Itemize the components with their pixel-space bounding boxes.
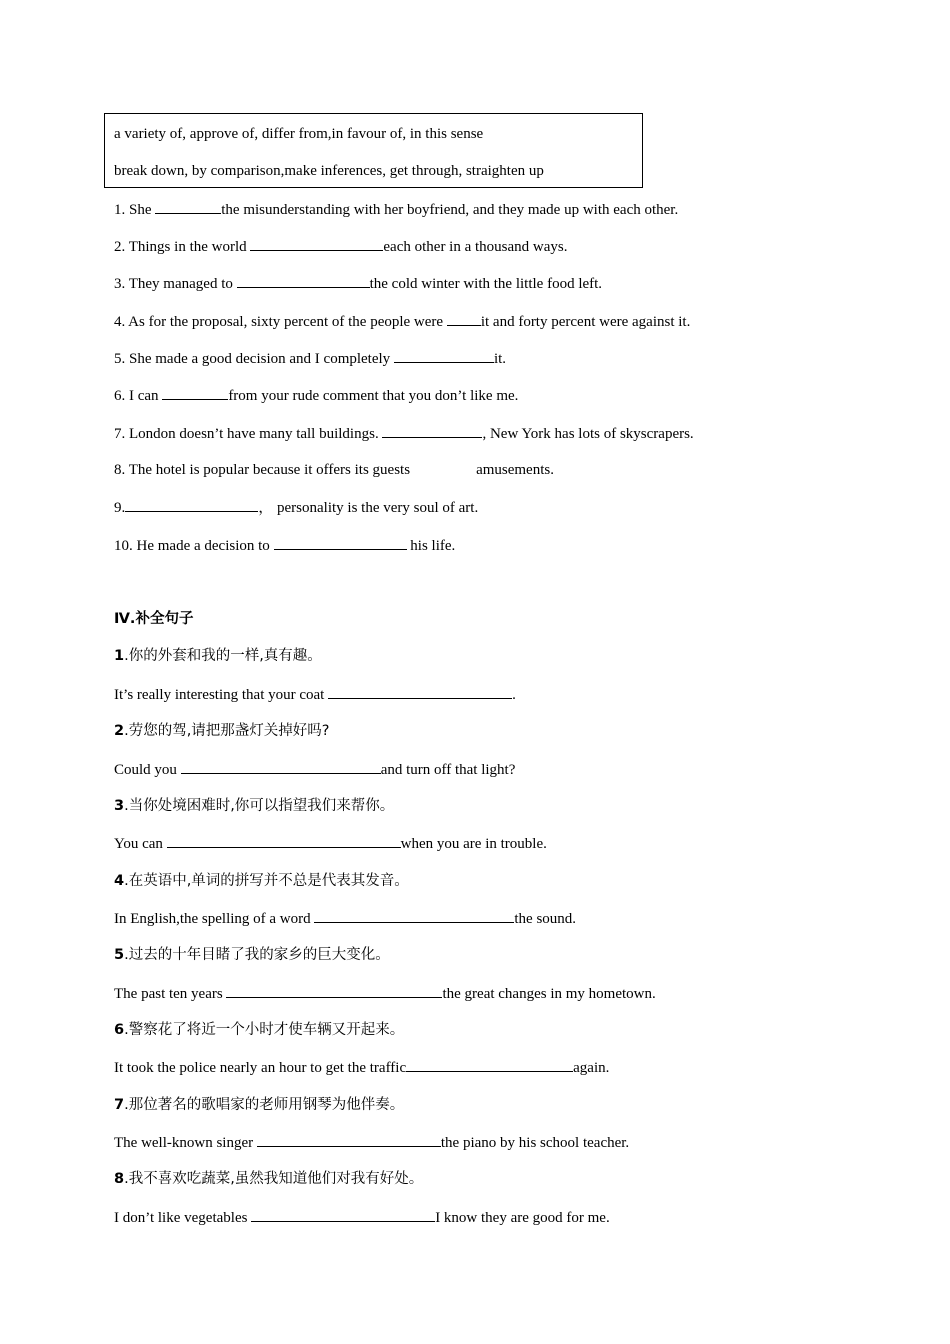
answer-blank[interactable] bbox=[257, 1132, 441, 1147]
cn-prompt-4: 4.在英语中,单词的拼写并不总是代表其发音。 bbox=[114, 873, 409, 889]
question-3: 3. They managed to the cold winter with the little food left. bbox=[114, 273, 602, 294]
answer-blank[interactable] bbox=[274, 535, 407, 550]
answer-blank[interactable] bbox=[155, 199, 221, 214]
cn-prompt-1: 1.你的外套和我的一样,真有趣。 bbox=[114, 648, 322, 664]
question-1: 1. She the misunderstanding with her boyfriend, and they made up with each other. bbox=[114, 199, 678, 220]
answer-blank[interactable] bbox=[382, 423, 482, 438]
answer-blank[interactable] bbox=[406, 1057, 573, 1072]
question-8: 8. The hotel is popular because it offers its guests amusements. bbox=[114, 462, 554, 478]
answer-blank[interactable] bbox=[226, 983, 442, 998]
en-sentence-6: It took the police nearly an hour to get the traffic again. bbox=[114, 1057, 609, 1078]
en-sentence-4: In English,the spelling of a word the sound. bbox=[114, 908, 576, 929]
en-sentence-3: You can when you are in trouble. bbox=[114, 833, 547, 854]
cn-prompt-5: 5.过去的十年目睹了我的家乡的巨大变化。 bbox=[114, 947, 390, 963]
answer-blank[interactable] bbox=[328, 684, 512, 699]
cn-prompt-3: 3.当你处境困难时,你可以指望我们来帮你。 bbox=[114, 798, 395, 814]
cn-prompt-2: 2.劳您的驾,请把那盏灯关掉好吗? bbox=[114, 723, 330, 739]
answer-blank[interactable] bbox=[237, 273, 370, 288]
en-sentence-2: Could you and turn off that light? bbox=[114, 759, 515, 780]
en-sentence-7: The well-known singer the piano by his school teacher. bbox=[114, 1132, 629, 1153]
question-10: 10. He made a decision to his life. bbox=[114, 535, 455, 556]
answer-blank[interactable] bbox=[314, 908, 514, 923]
en-sentence-5: The past ten years the great changes in my hometown. bbox=[114, 983, 656, 1004]
answer-blank[interactable] bbox=[125, 497, 258, 512]
word-bank-line-2: break down, by comparison,make inferences, get through, straighten up bbox=[114, 163, 544, 179]
answer-blank[interactable] bbox=[181, 759, 381, 774]
en-sentence-8: I don’t like vegetables I know they are good for me. bbox=[114, 1207, 610, 1228]
cn-prompt-8: 8.我不喜欢吃蔬菜,虽然我知道他们对我有好处。 bbox=[114, 1171, 424, 1187]
answer-blank[interactable] bbox=[251, 1207, 435, 1222]
question-2: 2. Things in the world each other in a thousand ways. bbox=[114, 236, 568, 257]
answer-blank[interactable] bbox=[250, 236, 383, 251]
answer-blank[interactable] bbox=[167, 833, 401, 848]
en-sentence-1: It’s really interesting that your coat . bbox=[114, 684, 516, 705]
cn-prompt-7: 7.那位著名的歌唱家的老师用钢琴为他伴奏。 bbox=[114, 1097, 405, 1113]
answer-blank[interactable] bbox=[447, 311, 481, 326]
question-9: 9. ， personality is the very soul of art. bbox=[114, 497, 478, 518]
question-6: 6. I can from your rude comment that you don’t like me. bbox=[114, 385, 518, 406]
answer-blank[interactable] bbox=[162, 385, 228, 400]
answer-blank[interactable] bbox=[394, 348, 494, 363]
question-5: 5. She made a good decision and I completely it. bbox=[114, 348, 506, 369]
question-7: 7. London doesn’t have many tall buildings. , New York has lots of skyscrapers. bbox=[114, 423, 694, 444]
section-title: Ⅳ.补全句子 bbox=[114, 611, 194, 627]
question-4: 4. As for the proposal, sixty percent of the people were it and forty percent were against it. bbox=[114, 311, 690, 332]
word-bank-box bbox=[104, 113, 643, 188]
word-bank-line-1: a variety of, approve of, differ from,in favour of, in this sense bbox=[114, 126, 484, 142]
cn-prompt-6: 6.警察花了将近一个小时才使车辆又开起来。 bbox=[114, 1022, 405, 1038]
